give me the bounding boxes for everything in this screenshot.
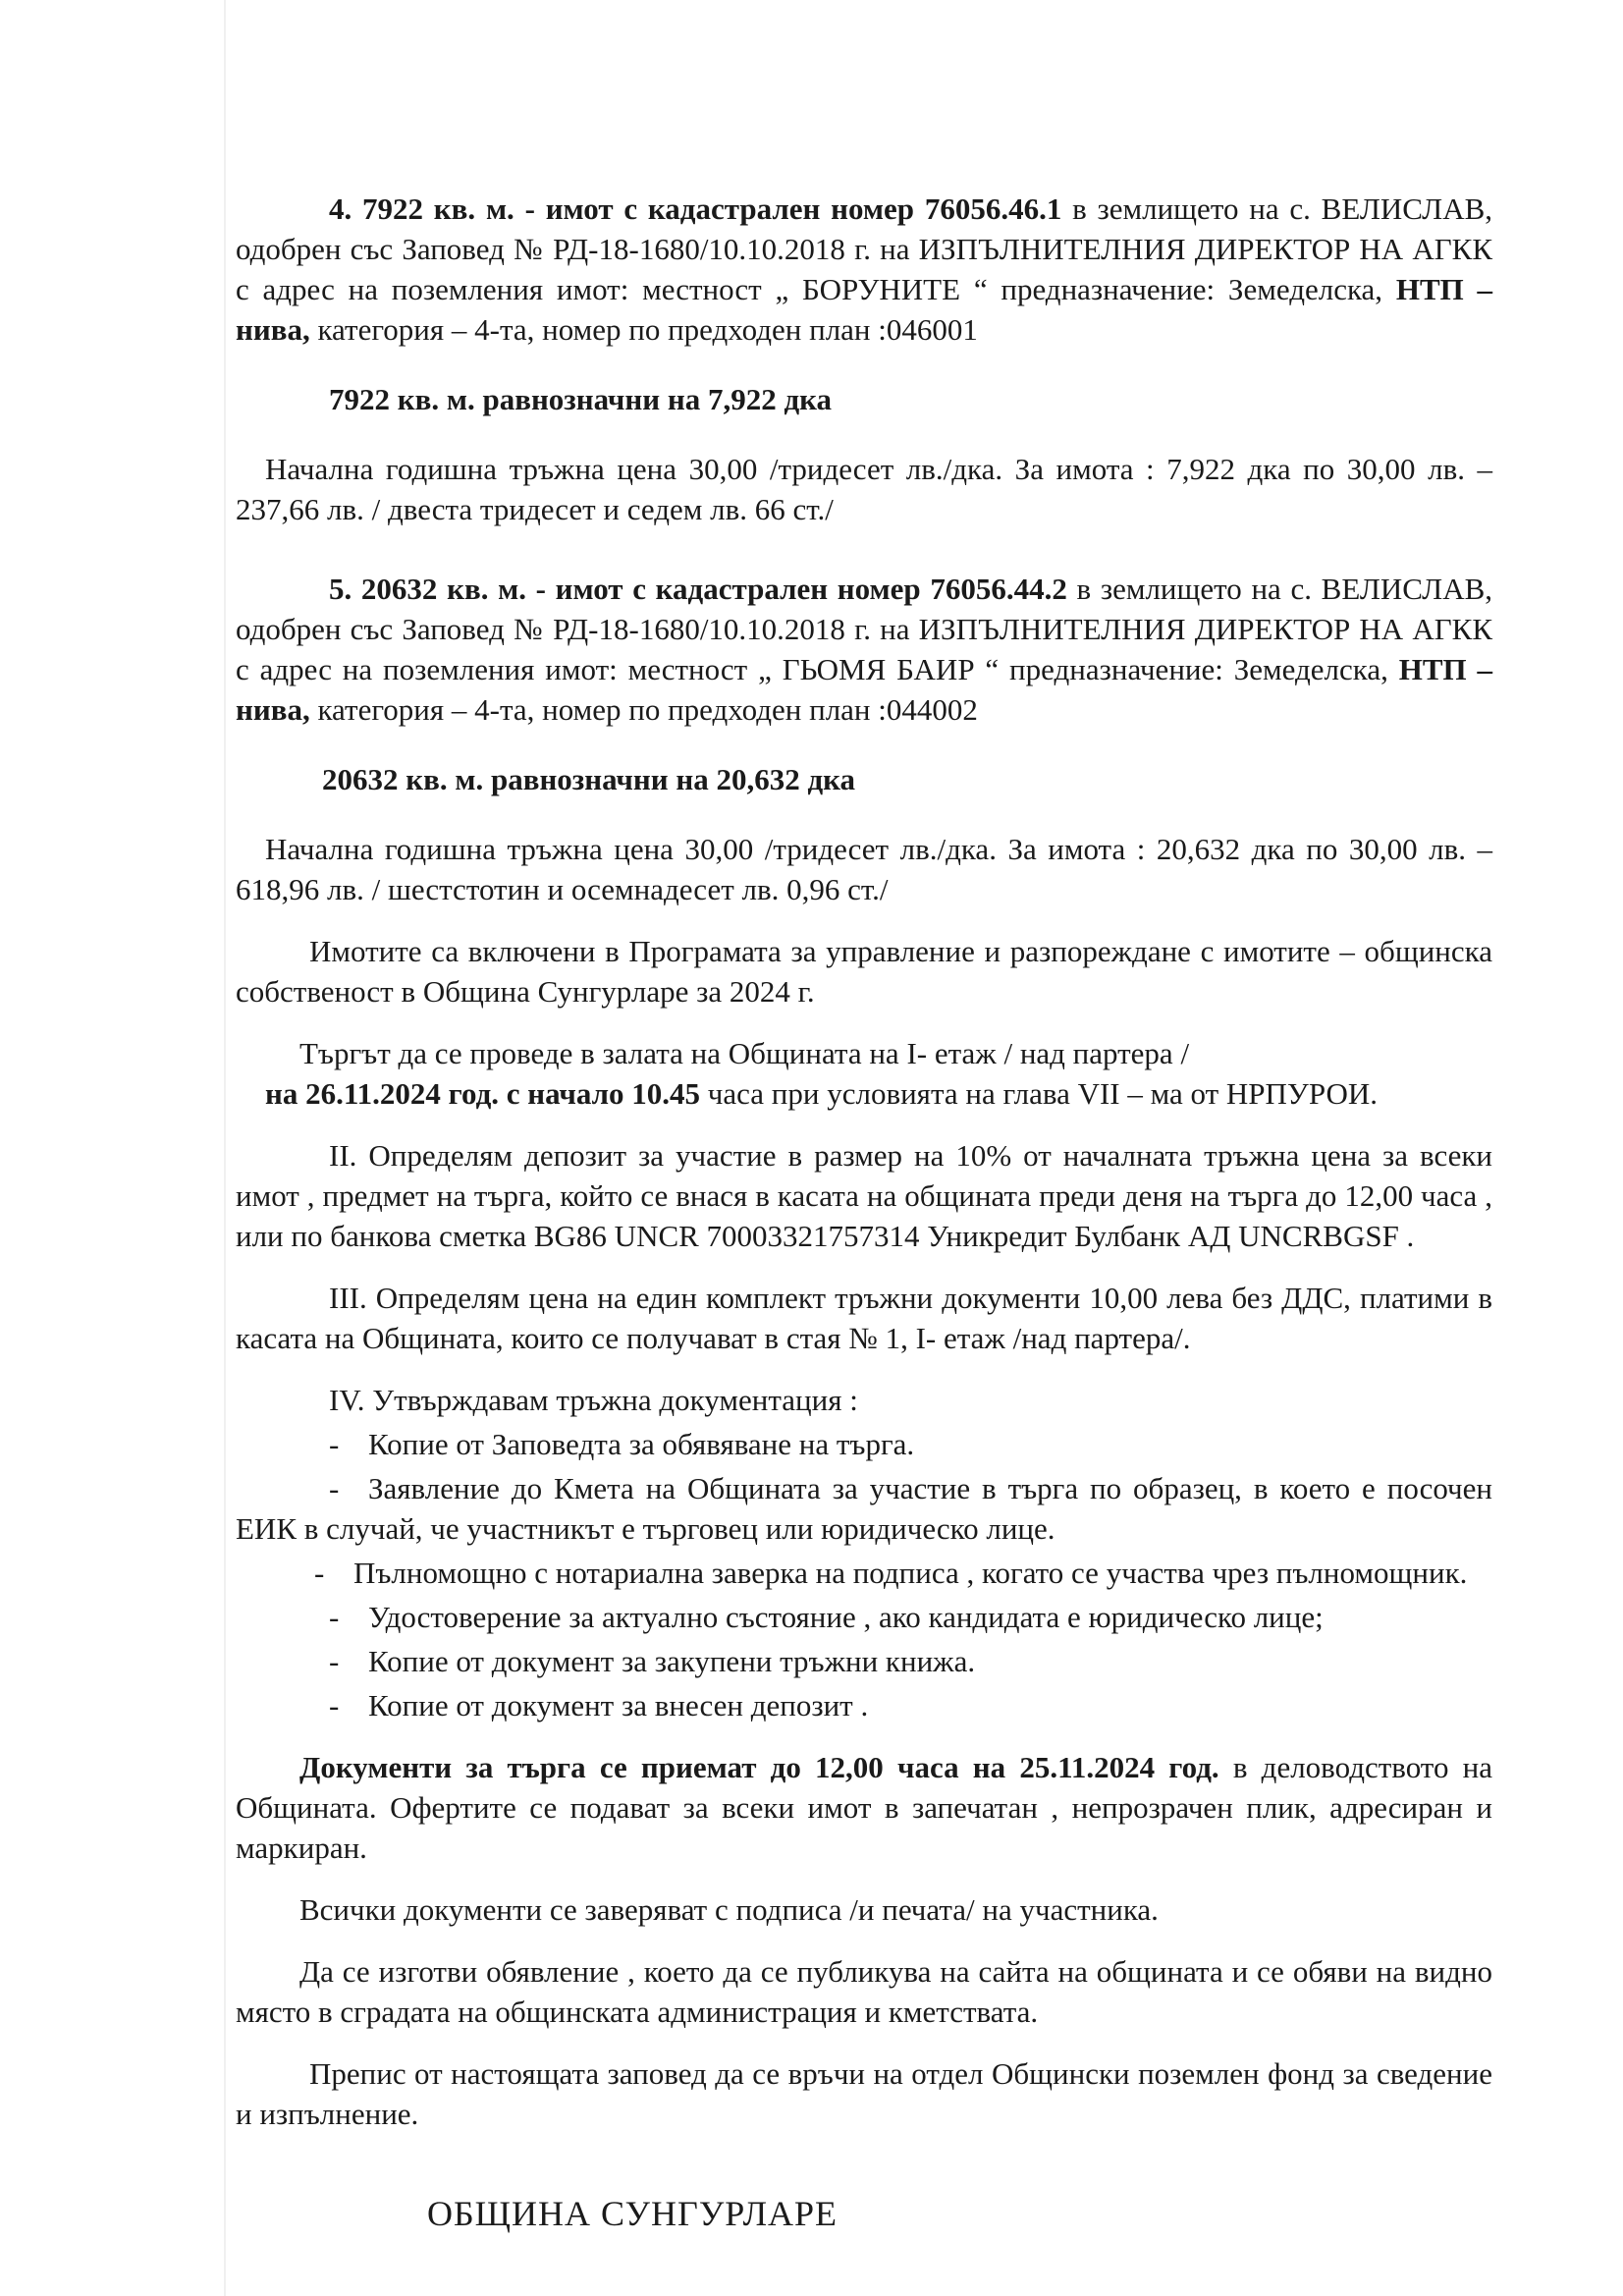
item-4-paragraph xyxy=(236,189,1492,350)
item-4-equivalence: 7922 кв. м. равнозначни на 7,922 дка xyxy=(329,382,833,416)
item-5-equivalence: 20632 кв. м. равнозначни на 20,632 дка xyxy=(322,762,856,796)
item-4-description: в землището на с. ВЕЛИСЛАВ, одобрен със Заповед № РД-18-1680/10.10.2018 г. на ИЗПЪЛНИТЕЛНИЯ ДИРЕКТОР НА АГКК с адрес на поземления имот: местност „ БОРУНИТЕ “ предназначение: Земеделска, xyxy=(236,191,1493,306)
list-dash: - xyxy=(329,1427,340,1461)
list-item xyxy=(236,1424,1492,1464)
section-3-documents-price: III. Определям цена на един комплект тръжни документи 10,00 лева без ДДС, платими в касата на Общината, които се получават в стая № 1, I- етаж /над партера/. xyxy=(236,1281,1492,1355)
list-item xyxy=(236,1553,1492,1593)
copy-paragraph: Препис от настоящата заповед да се връчи на отдел Общински поземлен фонд за сведение и изпълнение. xyxy=(236,2056,1492,2131)
list-item xyxy=(236,1468,1492,1549)
certify-paragraph: Всички документи се заверяват с подписа /и печата/ на участника. xyxy=(299,1892,1159,1927)
auction-date-prefix: на xyxy=(265,1076,306,1111)
list-item xyxy=(236,1685,1492,1725)
list-dash: - xyxy=(329,1688,340,1722)
item-5-ntp: НТП – нива, xyxy=(236,652,1492,727)
item-4-price: Начална годишна тръжна цена 30,00 /тридесет лв./дка. За имота : 7,922 дка по 30,00 лв. – 237,66 лв. / двеста тридесет и седем лв. 66 ст./ xyxy=(236,452,1492,526)
list-dash: - xyxy=(329,1471,340,1505)
list-item-text: Заявление до Кмета на Общината за участие в търга по образец, в което е посочен ЕИК в случай, че участникът е търговец или юридическо лице. xyxy=(236,1471,1492,1546)
auction-conditions: часа при условията на глава VII – ма от НРПУРОИ. xyxy=(700,1076,1379,1111)
document-body xyxy=(236,189,1492,2236)
item-5-area: 20632 кв. м. xyxy=(360,572,526,606)
municipality-signature: ОБЩИНА СУНГУРЛАРЕ xyxy=(427,2194,839,2233)
item-5-price: Начална годишна тръжна цена 30,00 /тридесет лв./дка. За имота : 20,632 дка по 30,00 лв. – 618,96 лв. / шестстотин и осемнадесет лв. 0,96 ст./ xyxy=(236,832,1492,906)
list-dash: - xyxy=(329,1600,340,1634)
program-paragraph: Имотите са включени в Програмата за управление и разпореждане с имотите – общинска собственост в Община Сунгурларе за 2024 г. xyxy=(236,934,1492,1009)
item-5-category: категория – 4-та, номер по предходен план :044002 xyxy=(309,692,978,727)
announcement-paragraph: Да се изготви обявление , което да се публикува на сайта на общината и се обяви на видно място в сградата на общинската администрация и кметствата. xyxy=(236,1954,1492,2029)
item-4-lead: - имот с кадастрален номер xyxy=(524,191,915,226)
list-item-text: Копие от документ за внесен депозит . xyxy=(368,1688,869,1722)
list-item-text: Копие от документ за закупени тръжни книжа. xyxy=(368,1644,976,1678)
section-2-deposit: II. Определям депозит за участие в размер на 10% от началната тръжна цена за всеки имот , предмет на търга, който се внася в касата на общината преди деня на търга до 12,00 часа , или по банкова сметка BG86 UNCR 70003321757314 Уникредит Булбанк АД UNCRBGSF . xyxy=(236,1138,1492,1253)
documents-deadline-paragraph xyxy=(236,1747,1492,1868)
item-4-number: 4. xyxy=(329,191,352,226)
documents-deadline: Документи за търга се приемат до 12,00 часа на 25.11.2024 год. xyxy=(299,1750,1219,1784)
item-4-ntp: НТП – нива, xyxy=(236,272,1492,347)
item-4-category: категория – 4-та, номер по предходен план :046001 xyxy=(309,312,978,347)
item-5-number: 5. xyxy=(329,572,352,606)
list-item-text: Копие от Заповедта за обявяване на търга. xyxy=(368,1427,915,1461)
list-dash: - xyxy=(314,1556,325,1590)
list-item xyxy=(236,1597,1492,1637)
item-5-cadastral-number: 76056.44.2 xyxy=(930,572,1067,606)
auction-date-paragraph xyxy=(236,1073,1492,1114)
auction-venue: Търгът да се проведе в залата на Общината на I- етаж / над партера / xyxy=(299,1036,1190,1070)
item-4-cadastral-number: 76056.46.1 xyxy=(924,191,1062,226)
section-4-heading: IV. Утвърждавам тръжна документация : xyxy=(329,1383,858,1417)
list-item-text: Пълномощно с нотариална заверка на подписа , когато се участва чрез пълномощник. xyxy=(353,1556,1468,1590)
documents-submission: в деловодството на Общината. Офертите се подават за всеки имот в запечатан , непрозрачен плик, адресиран и маркиран. xyxy=(236,1750,1492,1865)
item-5-description: в землището на с. ВЕЛИСЛАВ, одобрен със Заповед № РД-18-1680/10.10.2018 г. на ИЗПЪЛНИТЕЛНИЯ ДИРЕКТОР НА АГКК с адрес на поземления имот: местност „ ГЬОМЯ БАИР “ предназначение: Земеделска, xyxy=(236,572,1493,686)
auction-date: 26.11.2024 год. с начало 10.45 xyxy=(305,1076,701,1111)
item-5-lead: - имот с кадастрален номер xyxy=(535,572,921,606)
list-item xyxy=(236,1641,1492,1681)
list-dash: - xyxy=(329,1644,340,1678)
list-item-text: Удостоверение за актуално състояние , ако кандидата е юридическо лице; xyxy=(368,1600,1324,1634)
scan-edge xyxy=(224,0,226,2296)
item-5-paragraph xyxy=(236,569,1492,730)
item-4-area: 7922 кв. м. xyxy=(362,191,514,226)
section-4-list xyxy=(236,1424,1492,1725)
